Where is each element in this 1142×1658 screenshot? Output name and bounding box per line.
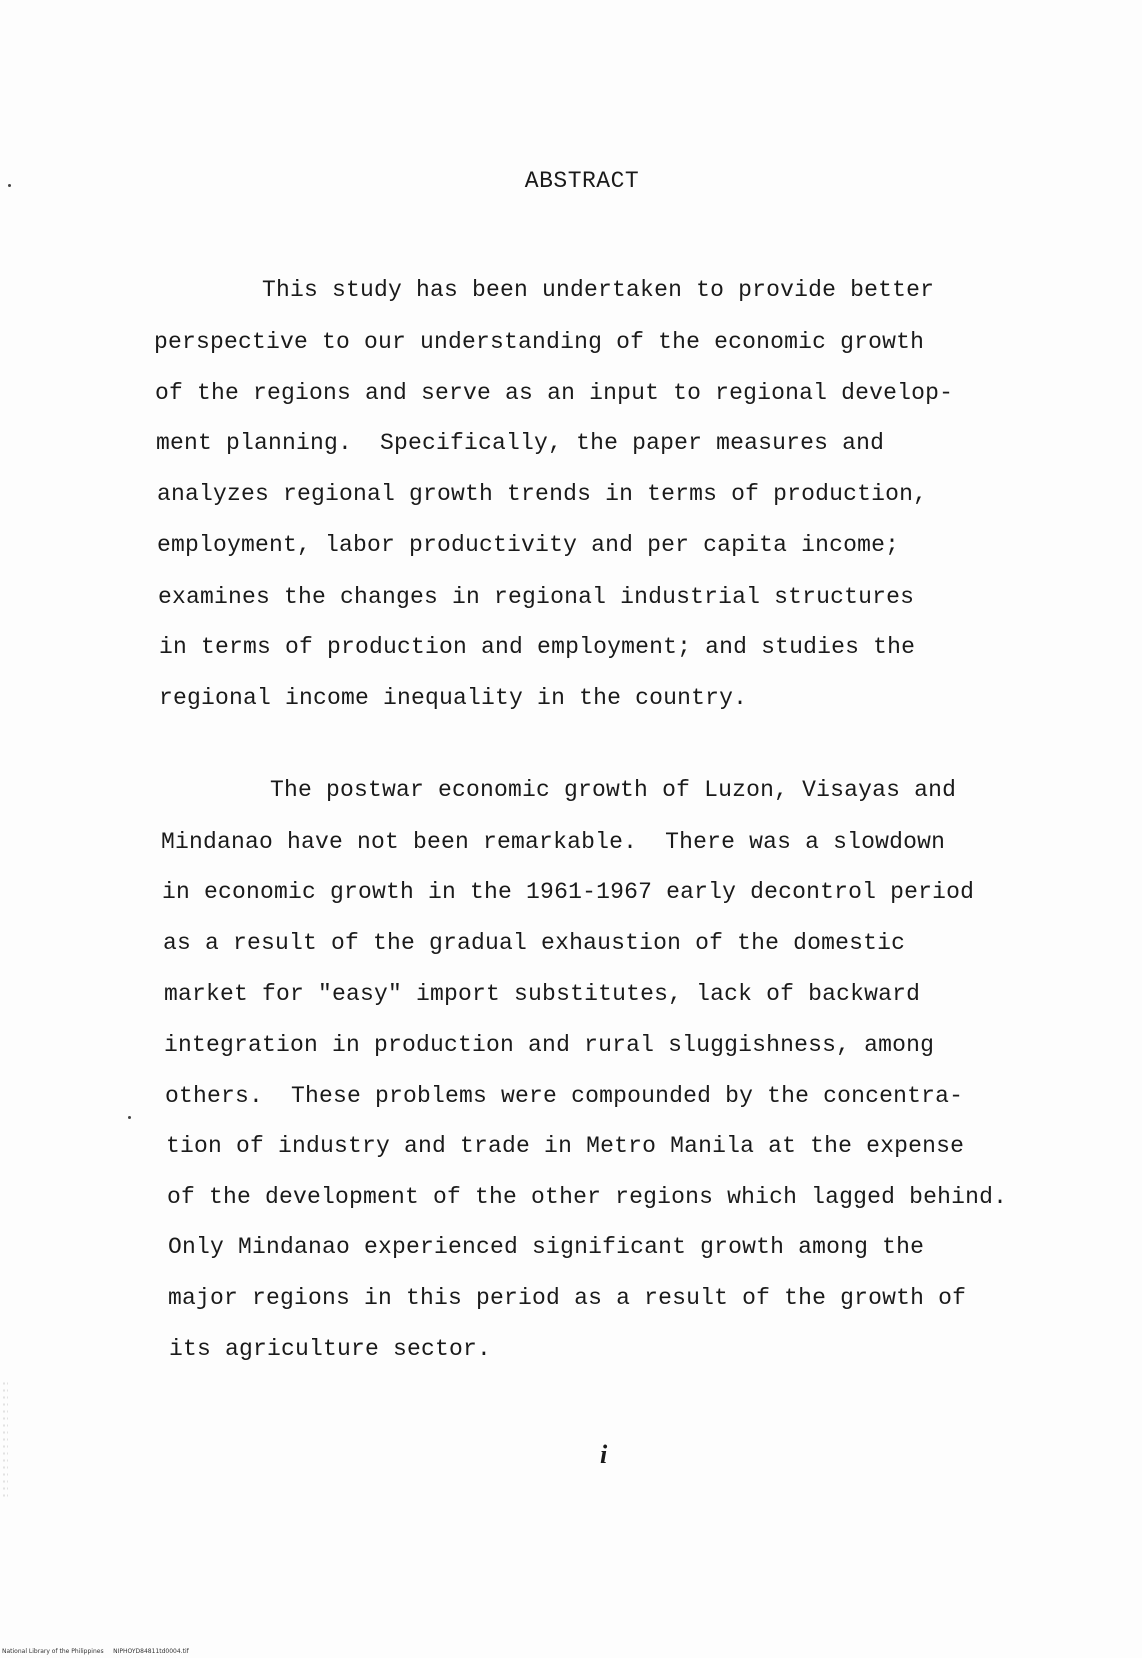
paragraph-2-line: integration in production and rural sluggishness, among bbox=[164, 1032, 935, 1058]
scan-speck bbox=[128, 1116, 131, 1119]
scan-footer-caption: National Library of the Philippines NIPHOYD84811td0004.tif bbox=[2, 1648, 189, 1655]
paragraph-2-line: its agriculture sector. bbox=[169, 1336, 492, 1362]
paragraph-1-line: employment, labor productivity and per capita income; bbox=[157, 532, 900, 558]
abstract-heading: ABSTRACT bbox=[524, 168, 640, 194]
paragraph-2-line: others. These problems were compounded by the concentra- bbox=[165, 1083, 964, 1109]
paragraph-1-line: This study has been undertaken to provide better bbox=[262, 277, 935, 303]
paragraph-2-line: tion of industry and trade in Metro Manila at the expense bbox=[166, 1133, 965, 1159]
paragraph-2-line: Mindanao have not been remarkable. There was a slowdown bbox=[161, 829, 946, 855]
paragraph-1-line: of the regions and serve as an input to regional develop- bbox=[155, 380, 954, 406]
paragraph-2-line: of the development of the other regions which lagged behind. bbox=[167, 1184, 1008, 1210]
paragraph-1-line: perspective to our understanding of the economic growth bbox=[154, 329, 925, 355]
paragraph-2-line: Only Mindanao experienced significant growth among the bbox=[168, 1234, 925, 1260]
paragraph-1-line: analyzes regional growth trends in terms of production, bbox=[157, 481, 928, 507]
paragraph-2-line: market for "easy" import substitutes, lack of backward bbox=[164, 981, 921, 1007]
paragraph-2-line: major regions in this period as a result of the growth of bbox=[168, 1285, 967, 1311]
paragraph-1-line: ment planning. Specifically, the paper measures and bbox=[156, 430, 885, 456]
page-number: i bbox=[600, 1440, 608, 1469]
paragraph-1-line: regional income inequality in the country. bbox=[159, 685, 748, 711]
paragraph-2-line: The postwar economic growth of Luzon, Visayas and bbox=[270, 777, 957, 803]
paragraph-1-line: in terms of production and employment; and studies the bbox=[159, 634, 916, 660]
paragraph-1-line: examines the changes in regional industrial structures bbox=[158, 584, 915, 610]
paragraph-2-line: in economic growth in the 1961-1967 early decontrol period bbox=[162, 879, 975, 905]
paragraph-2-line: as a result of the gradual exhaustion of the domestic bbox=[163, 930, 906, 956]
scan-edge-noise bbox=[2, 1380, 8, 1500]
